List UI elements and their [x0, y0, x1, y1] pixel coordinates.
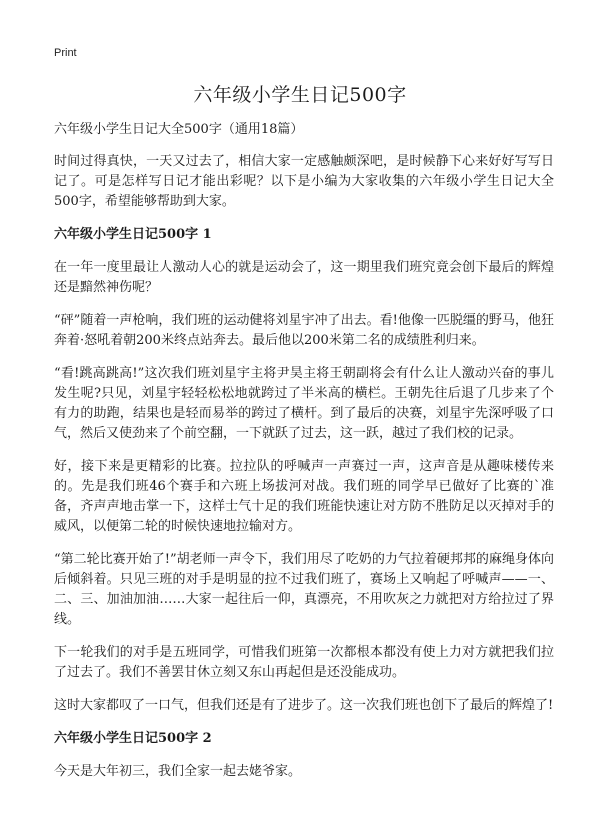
paragraph: “砰”随着一声枪响，我们班的运动健将刘星宇冲了出去。看!他像一匹脱缰的野马，他狂奔着·怒吼着朝200米终点站奔去。最后他以200米第二名的成绩胜利归来。 — [54, 313, 554, 348]
paragraph: “第二轮比赛开始了!”胡老师一声令下，我们用尽了吃奶的力气拉着硬邦邦的麻绳身体向后倾斜着。只见三班的对手是明显的拉不过我们班了，赛场上又响起了呼喊声——一、二、三、加油加油……大家一起往后一仰，真漂亮，不用吹灰之力就把对方给拉过了界线。 — [54, 552, 554, 627]
intro-paragraph: 时间过得真快，一天又过去了，相信大家一定感触颇深吧，是时候静下心来好好写写日记了。可是怎样写日记才能出彩呢？以下是小编为大家收集的六年级小学生日记大全500字，希望能够帮助到大家。 — [54, 154, 554, 209]
article-subtitle: 六年级小学生日记大全500字（通用18篇） — [54, 122, 304, 137]
paragraph: 在一年一度里最让人激动人心的就是运动会了，这一期里我们班究竟会创下最后的辉煌还是黯然神伤呢？ — [54, 260, 554, 295]
section-heading: 六年级小学生日记500字 1 — [54, 227, 212, 242]
section-heading: 六年级小学生日记500字 2 — [54, 731, 212, 746]
paragraph: “看!跳高跳高!”这次我们班刘星宇主将尹昊主将王朝副将会有什么让人激动兴奋的事儿发生呢?只见，刘星宇轻轻松松地就跨过了半米高的横栏。王朝先往后退了几步来了个有力的助跑，结果也是轻而易举的跨过了横杆。到了最后的决赛，刘星宇先深呼吸了口气，然后又使劲来了个前空翻，一下就跃了过去，这一跃，越过了我们校的记录。 — [54, 366, 554, 441]
paragraph: 这时大家都叹了一口气，但我们还是有了进步了。这一次我们班也创下了最后的辉煌了! — [54, 698, 554, 713]
paragraph: 下一轮我们的对手是五班同学，可惜我们班第一次都根本都没有使上力对方就把我们拉了过去了。我们不善罢甘休立刻又东山再起但是还没能成功。 — [54, 645, 554, 680]
diary-section-1 — [54, 225, 554, 716]
page-title: 六年级小学生日记500字 — [193, 84, 407, 106]
diary-section-2 — [54, 729, 554, 782]
paragraph: 好，接下来是更精彩的比赛。拉拉队的呼喊声一声赛过一声，这声音是从趣味楼传来的。先是我们班46个赛手和六班上场拔河对战。我们班的同学早已做好了比赛的`准备，齐声声地击掌一下，这样士气十足的我们班能快速让对方防不胜防足以灭掉对手的威风，以便第二轮的时候快速地拉输对方。 — [54, 459, 554, 534]
paragraph: 今天是大年初三，我们全家一起去姥爷家。 — [54, 764, 302, 779]
article-body — [54, 120, 554, 795]
print-link[interactable]: Print — [54, 47, 77, 59]
